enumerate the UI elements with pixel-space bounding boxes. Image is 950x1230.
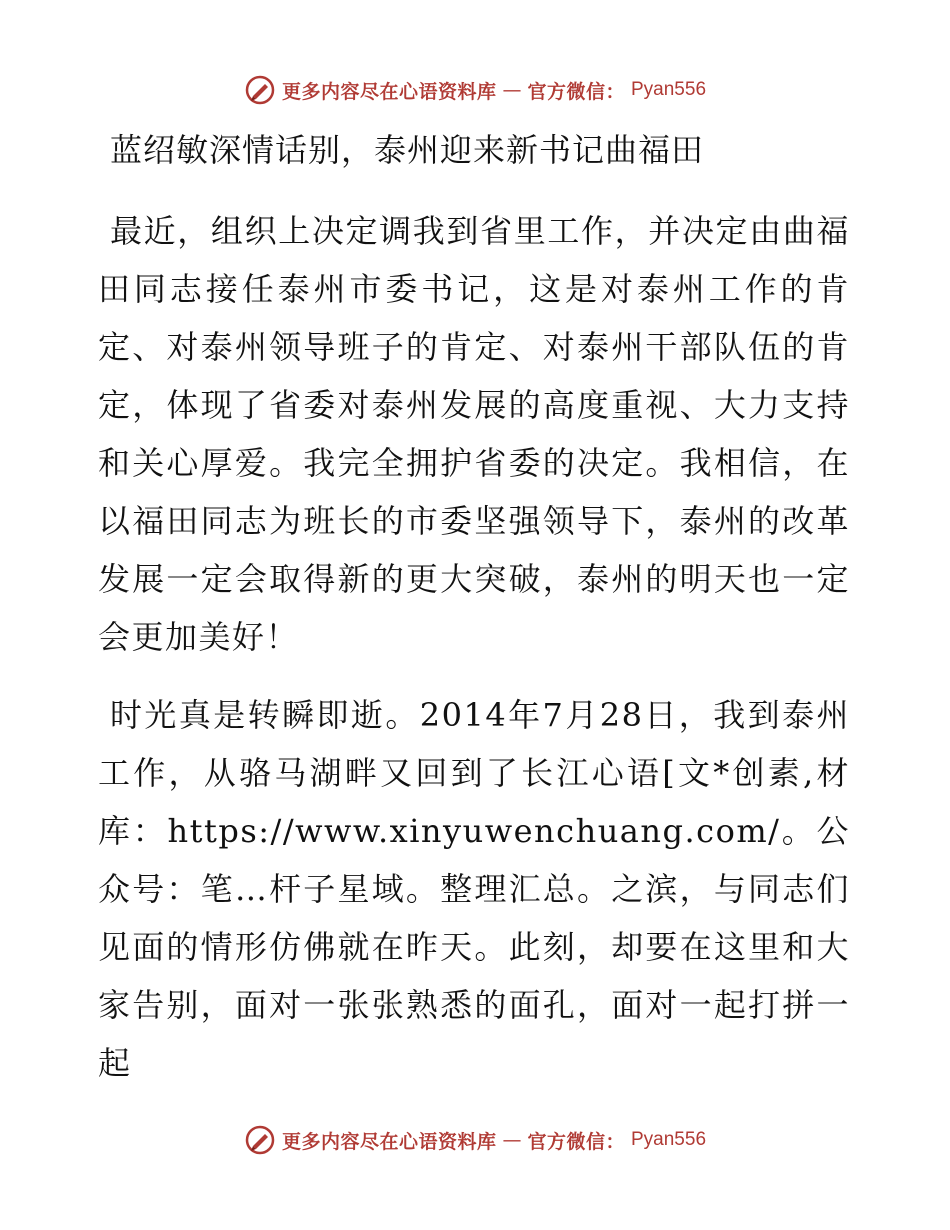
banner-text: 更多内容尽在心语资料库 [281, 80, 497, 103]
banner-separator: — [502, 79, 522, 101]
banner-wechat-label: 官方微信： [527, 80, 625, 103]
paragraph-2: 时光真是转瞬即逝。2014年7月28日，我到泰州工作，从骆马湖畔又回到了长江心语[文*创素,材库：https://www.xinyuwenchuang.com/。公众号：笔…杆子星域。整理汇总。之滨，与同志们见面的情形仿佛就在昨天。此刻，却要在这里和大家告别，面对一张张熟悉的面孔，面对一起打拼一起 [98, 696, 850, 1082]
banner-wechat-id: Pyan556 [631, 79, 707, 100]
footer-watermark-banner [0, 1120, 950, 1160]
document-title: 蓝绍敏深情话别，泰州迎来新书记曲福田 [110, 131, 705, 169]
paragraph-1: 最近，组织上决定调我到省里工作，并决定由曲福田同志接任泰州市委书记，这是对泰州工作的肯定、对泰州领导班子的肯定、对泰州干部队伍的肯定，体现了省委对泰州发展的高度重视、大力支持和关心厚爱。我完全拥护省委的决定。我相信，在以福田同志为班长的市委坚强领导下，泰州的改革发展一定会取得新的更大突破，泰州的明天也一定会更加美好！ [98, 212, 850, 656]
banner-wechat-label: 官方微信： [527, 1130, 625, 1153]
document-body [98, 122, 850, 1112]
pen-seal-logo-icon [244, 1124, 276, 1156]
banner-text: 更多内容尽在心语资料库 [281, 1130, 497, 1153]
header-watermark-banner [0, 70, 950, 110]
pen-seal-logo-icon [244, 74, 276, 106]
banner-wechat-id: Pyan556 [631, 1129, 707, 1150]
banner-separator: — [502, 1129, 522, 1151]
